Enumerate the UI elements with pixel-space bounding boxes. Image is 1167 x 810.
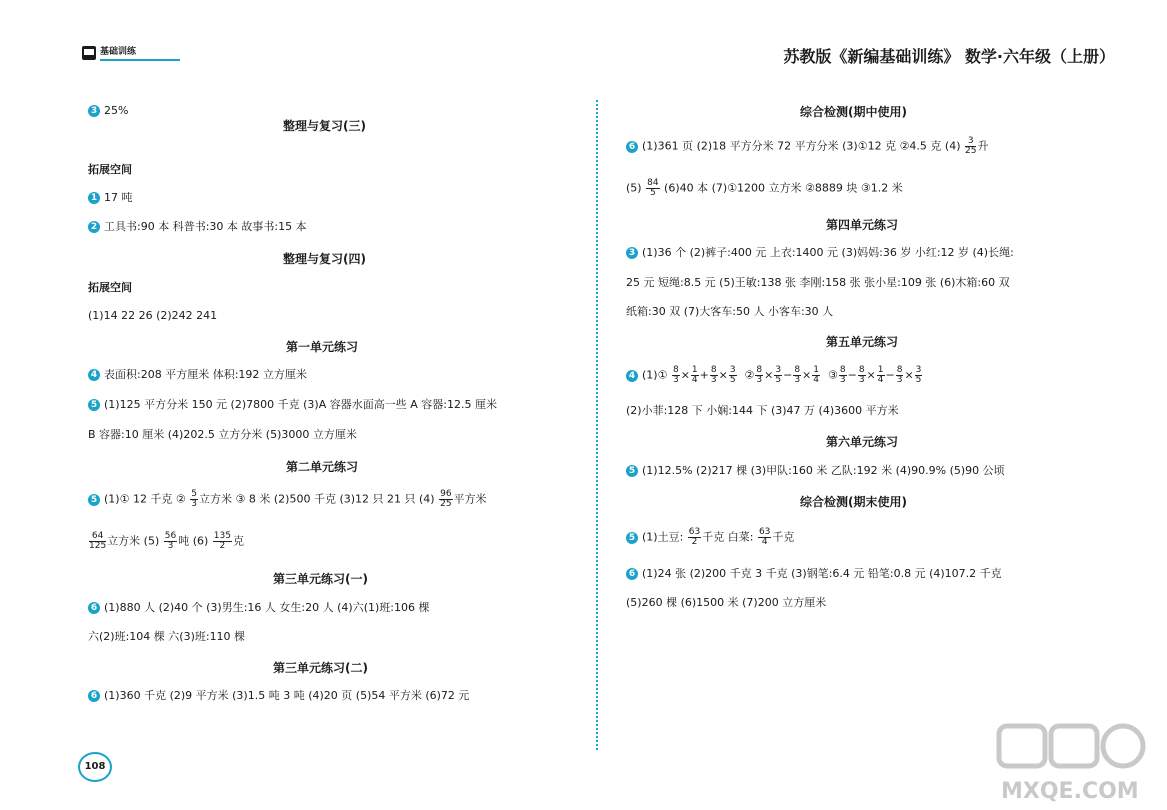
question-badge: 5 — [88, 494, 100, 506]
answer-line: 4 (1)① $\frac{8}{3}$ × $\frac{1}{4}$ + $\frac{8}{3}$ × $\frac{3}{5}$ ② $\frac{8}{3}$ × $\frac{3}{5}$ − $\frac{8}{3}$ × $\frac{1}{4}$ ③ $\frac{8}{3}$ − $\frac{8}{3}$ × $\frac{1}{4}$ − $\frac{8}{3}$ × $\frac{3}{5}$ — [626, 366, 923, 385]
fraction: $\frac{3}{25}$ — [965, 136, 977, 156]
section-heading: 第六单元练习 — [826, 435, 899, 449]
page-number: 108 — [78, 752, 112, 782]
section-heading: 整理与复习(四) — [283, 252, 366, 266]
fraction: $\frac{8}{3}$ — [896, 365, 903, 385]
answer-line: 5 (1)12.5% (2)217 棵 (3)甲队:160 米 乙队:192 米 (4)90.9% (5)90 公顷 — [626, 463, 1005, 479]
page-title: 苏教版《新编基础训练》 数学·六年级（上册） — [783, 47, 1115, 66]
fraction: $\frac{3}{5}$ — [775, 365, 782, 385]
section-heading: 第三单元练习(二) — [273, 661, 368, 675]
question-badge: 4 — [88, 369, 100, 381]
svg-text:MXQE.COM: MXQE.COM — [1001, 779, 1139, 804]
fraction: $\frac{3}{5}$ — [915, 365, 922, 385]
subheading: 拓展空间 — [88, 163, 132, 176]
fraction: $\frac{1}{4}$ — [813, 365, 819, 385]
section-heading: 第一单元练习 — [286, 340, 359, 354]
answer-line: 5 (1)125 平方分米 150 元 (2)7800 千克 (3)A 容器水面高一些 A 容器:12.5 厘米 — [88, 397, 497, 413]
answer-line: (5) $\frac{84}{5}$ (6)40 本 (7)①1200 立方米 ②8889 块 ③1.2 米 — [626, 178, 903, 198]
answer-line: B 容器:10 厘米 (4)202.5 立方分米 (5)3000 立方厘米 — [88, 428, 357, 441]
answer-line: (2)小菲:128 下 小娴:144 下 (3)47 万 (4)3600 平方米 — [626, 404, 899, 417]
answer-line: 6 (1)880 人 (2)40 个 (3)男生:16 人 女生:20 人 (4)六(1)班:106 棵 — [88, 600, 429, 616]
question-badge: 5 — [626, 532, 638, 544]
question-badge: 1 — [88, 192, 100, 204]
answer-line: (1)14 22 26 (2)242 241 — [88, 309, 218, 322]
fraction: $\frac{3}{5}$ — [729, 365, 736, 385]
answer-line: 3 25% — [88, 103, 128, 119]
fraction: $\frac{96}{25}$ — [440, 489, 452, 509]
question-badge: 5 — [88, 399, 100, 411]
section-heading: 第二单元练习 — [286, 460, 359, 474]
fraction: $\frac{8}{3}$ — [839, 365, 846, 385]
fraction: $\frac{84}{5}$ — [647, 178, 659, 198]
section-heading: 综合检测(期末使用) — [800, 495, 907, 509]
fraction: $\frac{8}{3}$ — [794, 365, 801, 385]
fraction: $\frac{5}{3}$ — [191, 489, 198, 509]
section-heading: 第四单元练习 — [826, 218, 899, 232]
question-badge: 5 — [626, 465, 638, 477]
fraction: $\frac{135}{2}$ — [213, 531, 231, 551]
answer-line: 2 工具书:90 本 科普书:30 本 故事书:15 本 — [88, 219, 307, 235]
answer-line: 5 (1)土豆: $\frac{63}{2}$ 千克 白菜: $\frac{63}{4}$ 千克 — [626, 528, 794, 547]
fraction: $\frac{64}{125}$ — [89, 531, 107, 551]
answer-line: 5 (1)① 12 千克 ② $\frac{5}{3}$ 立方米 ③ 8 米 (2)500 千克 (3)12 只 21 只 (4) $\frac{96}{25}$ 平方米 — [88, 490, 487, 509]
fraction: $\frac{8}{3}$ — [710, 365, 717, 385]
answer-line: 3 (1)36 个 (2)裤子:400 元 上衣:1400 元 (3)妈妈:36 岁 小红:12 岁 (4)长绳: — [626, 245, 1014, 261]
watermark — [989, 718, 1149, 806]
question-badge: 2 — [88, 221, 100, 233]
question-badge: 6 — [88, 602, 100, 614]
fraction: $\frac{8}{3}$ — [672, 365, 679, 385]
fraction: $\frac{1}{4}$ — [691, 365, 698, 385]
question-badge: 3 — [626, 247, 638, 259]
answer-line: 纸箱:30 双 (7)大客车:50 人 小客车:30 人 — [626, 305, 834, 318]
question-badge: 6 — [88, 690, 100, 702]
answer-line: 4 表面积:208 平方厘米 体积:192 立方厘米 — [88, 367, 307, 383]
answer-line: 6 (1)361 页 (2)18 平方分米 72 平方分米 (3)①12 克 ②4.5 克 (4) $\frac{3}{25}$ 升 — [626, 137, 988, 156]
logo — [82, 42, 182, 66]
answer-line: 25 元 短绳:8.5 元 (5)王敏:138 张 李刚:158 张 张小星:109 张 (6)木箱:60 双 — [626, 276, 1010, 289]
answer-line: 六(2)班:104 棵 六(3)班:110 棵 — [88, 630, 246, 643]
section-heading: 第三单元练习(一) — [273, 572, 368, 586]
question-badge: 6 — [626, 568, 638, 580]
fraction: $\frac{63}{4}$ — [758, 527, 771, 547]
section-heading: 第五单元练习 — [826, 335, 899, 349]
fraction: $\frac{56}{3}$ — [164, 531, 177, 551]
section-heading: 综合检测(期中使用) — [800, 105, 907, 119]
question-badge: 4 — [626, 370, 638, 382]
fraction: $\frac{1}{4}$ — [877, 365, 884, 385]
fraction: $\frac{8}{3}$ — [858, 365, 865, 385]
fraction: $\frac{63}{2}$ — [688, 527, 701, 547]
answer-line: 6 (1)360 千克 (2)9 平方米 (3)1.5 吨 3 吨 (4)20 页 (5)54 平方米 (6)72 元 — [88, 688, 469, 704]
answer-line: 6 (1)24 张 (2)200 千克 3 千克 (3)钢笔:6.4 元 铅笔:0.8 元 (4)107.2 千克 — [626, 566, 1002, 582]
question-badge: 6 — [626, 141, 638, 153]
fraction: $\frac{8}{3}$ — [756, 365, 763, 385]
answer-line: $\frac{64}{125}$ 立方米 (5) $\frac{56}{3}$ 吨 (6) $\frac{135}{2}$ 克 — [89, 531, 244, 551]
svg-text:基础训练: 基础训练 — [100, 47, 137, 57]
section-heading: 整理与复习(三) — [283, 119, 366, 133]
answer-line: 1 17 吨 — [88, 190, 133, 206]
subheading: 拓展空间 — [88, 281, 132, 294]
center-divider — [596, 100, 598, 750]
question-badge: 3 — [88, 105, 100, 117]
answer-line: (5)260 棵 (6)1500 米 (7)200 立方厘米 — [626, 596, 827, 609]
